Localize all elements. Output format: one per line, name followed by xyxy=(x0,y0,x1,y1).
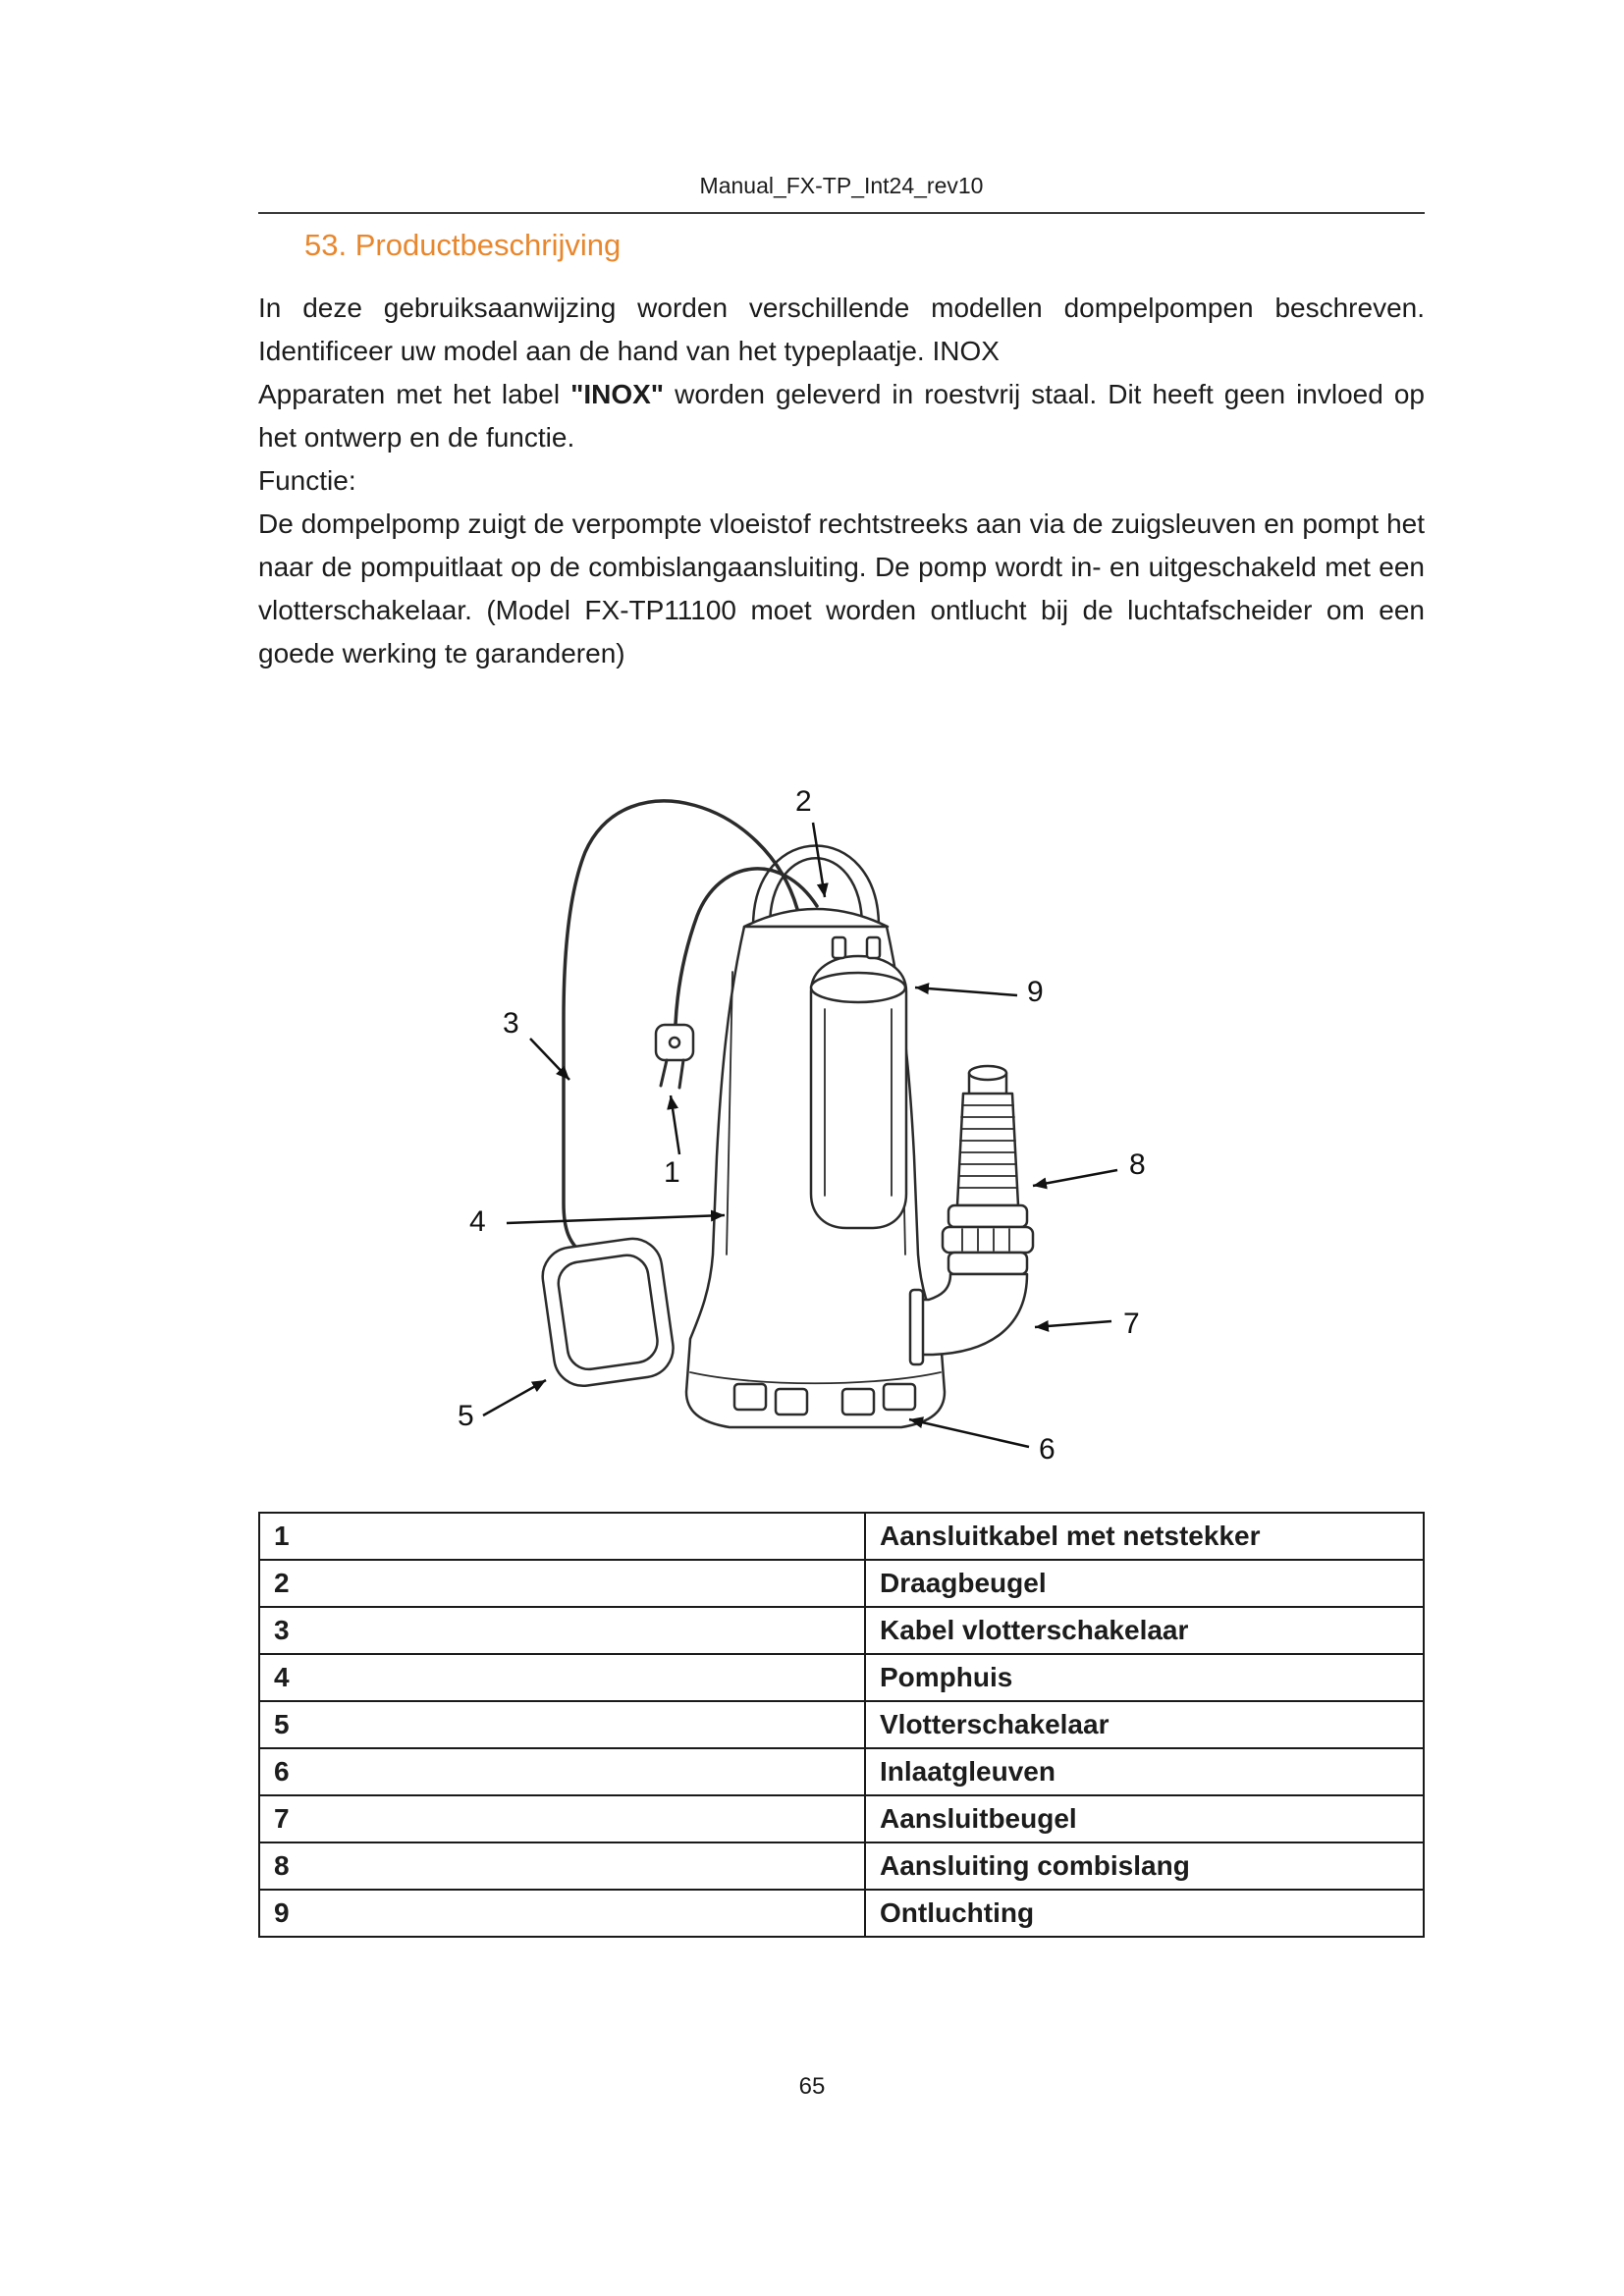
callout-5: 5 xyxy=(458,1400,474,1432)
page-number: 65 xyxy=(798,2073,826,2100)
header-divider xyxy=(258,212,1425,214)
part-name-cell: Aansluitkabel met netstekker xyxy=(865,1513,1424,1560)
table-row xyxy=(259,1701,1424,1748)
hose-connector xyxy=(943,1066,1033,1274)
part-number-cell: 5 xyxy=(259,1701,865,1748)
part-name-cell: Draagbeugel xyxy=(865,1560,1424,1607)
callout-2: 2 xyxy=(795,785,812,818)
paragraph-inox-bold: "INOX" xyxy=(570,379,665,409)
callout-6: 6 xyxy=(1039,1433,1056,1466)
part-number-cell: 7 xyxy=(259,1795,865,1842)
paragraph-inox-prefix: Apparaten met het label xyxy=(258,379,571,409)
part-number-cell: 1 xyxy=(259,1513,865,1560)
table-row xyxy=(259,1890,1424,1937)
body-text xyxy=(258,287,1425,675)
callout-4: 4 xyxy=(469,1205,486,1238)
part-name-cell: Vlotterschakelaar xyxy=(865,1701,1424,1748)
table-row xyxy=(259,1748,1424,1795)
part-name-cell: Ontluchting xyxy=(865,1890,1424,1937)
float-switch xyxy=(539,1235,677,1390)
part-number-cell: 9 xyxy=(259,1890,865,1937)
table-row xyxy=(259,1842,1424,1890)
callout-1: 1 xyxy=(664,1156,680,1189)
paragraph-function: De dompelpomp zuigt de verpompte vloeistof rechtstreeks aan via de zuigsleuven en pompt het naar de pompuitlaat op de combislangaansluiting. De pomp wordt in- en uitgeschakeld met een vlotterschakelaar. (Model FX-TP11100 moet worden ontlucht bij de luchtafscheider om een goede werking te garanderen) xyxy=(258,508,1425,668)
part-name-cell: Pomphuis xyxy=(865,1654,1424,1701)
part-number-cell: 4 xyxy=(259,1654,865,1701)
callout-8: 8 xyxy=(1129,1148,1146,1181)
table-row xyxy=(259,1654,1424,1701)
part-number-cell: 8 xyxy=(259,1842,865,1890)
top-cap xyxy=(744,909,888,927)
part-number-cell: 3 xyxy=(259,1607,865,1654)
pump-figure xyxy=(432,744,1188,1480)
paragraph-intro: In deze gebruiksaanwijzing worden verschillende modellen dompelpompen beschreven. Identificeer uw model aan de hand van het typeplaatje. INOX xyxy=(258,293,1425,366)
part-name-cell: Kabel vlotterschakelaar xyxy=(865,1607,1424,1654)
callout-9: 9 xyxy=(1027,976,1044,1008)
paragraph-inox-suffix: worden geleverd in roestvrij staal. Dit heeft geen invloed op het ontwerp en de functie. xyxy=(258,379,1425,453)
part-number-cell: 2 xyxy=(259,1560,865,1607)
section-heading: 53. Productbeschrijving xyxy=(304,228,622,262)
part-name-cell: Aansluiting combislang xyxy=(865,1842,1424,1890)
callout-7: 7 xyxy=(1123,1308,1140,1340)
vent-dome xyxy=(811,937,906,1228)
part-name-cell: Aansluitbeugel xyxy=(865,1795,1424,1842)
paragraph-functie-label: Functie: xyxy=(258,465,356,496)
connection-elbow xyxy=(910,1274,1027,1364)
part-name-cell: Inlaatgleuven xyxy=(865,1748,1424,1795)
callout-3: 3 xyxy=(503,1007,519,1040)
table-row xyxy=(259,1795,1424,1842)
table-row xyxy=(259,1513,1424,1560)
parts-table xyxy=(258,1512,1425,1938)
table-row xyxy=(259,1560,1424,1607)
document-header: Manual_FX-TP_Int24_rev10 xyxy=(699,173,984,198)
mains-plug xyxy=(656,1025,693,1088)
pump-diagram xyxy=(432,744,1188,1475)
part-number-cell: 6 xyxy=(259,1748,865,1795)
paragraph-inox xyxy=(258,373,1425,459)
table-row xyxy=(259,1607,1424,1654)
